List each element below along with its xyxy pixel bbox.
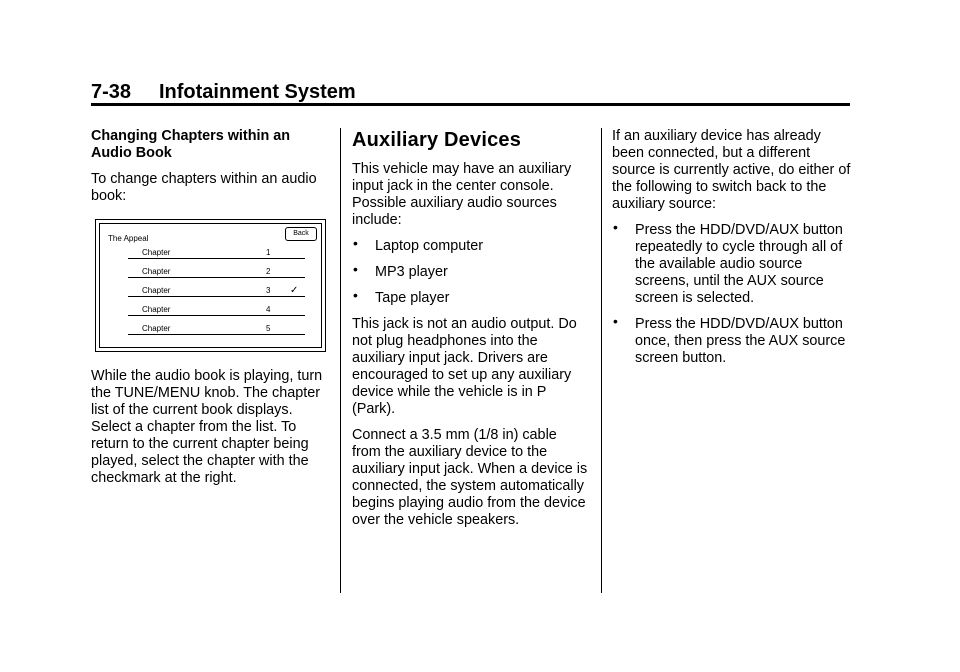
chapter-label: Chapter bbox=[142, 305, 171, 314]
list-item-text: Press the HDD/DVD/AUX button once, then press the AUX source screen button. bbox=[635, 316, 846, 366]
chapter-row bbox=[128, 284, 313, 297]
chapter-number: 3 bbox=[266, 286, 271, 295]
bullet-icon: • bbox=[613, 219, 618, 235]
chapter-title: Infotainment System bbox=[159, 81, 356, 103]
page-header bbox=[91, 80, 850, 104]
checkmark-icon: ✓ bbox=[290, 285, 299, 296]
bullet-list bbox=[352, 235, 588, 307]
chapter-row bbox=[128, 246, 313, 259]
bullet-icon: • bbox=[613, 313, 618, 329]
body-text: While the audio book is playing, turn the TUNE/MENU knob. The chapter list of the current book displays. Select a chapter from the list. To return to the current chapter being played, select the chapter with the checkmark at the right. bbox=[91, 368, 323, 486]
list-item bbox=[352, 235, 588, 255]
body-text: This jack is not an audio output. Do not plug headphones into the auxiliary input jack. Drivers are encouraged to set up any auxiliary device while the vehicle is in P (Park). bbox=[352, 316, 577, 417]
screen-frame bbox=[99, 223, 322, 348]
chapter-number: 2 bbox=[266, 267, 271, 276]
page-number: 7-38 bbox=[91, 81, 132, 103]
bullet-icon: • bbox=[353, 235, 358, 251]
column-3 bbox=[612, 128, 852, 376]
chapter-screen-illustration bbox=[95, 219, 326, 352]
list-item-text: Laptop computer bbox=[375, 238, 484, 254]
bullet-list bbox=[612, 219, 852, 367]
chapter-number: 1 bbox=[266, 248, 271, 257]
body-text: This vehicle may have an auxiliary input jack in the center console. Possible auxiliary audio sources include: bbox=[352, 161, 572, 228]
chapter-label: Chapter bbox=[142, 267, 171, 276]
intro-text: To change chapters within an audio book: bbox=[91, 171, 317, 204]
chapter-number: 4 bbox=[266, 305, 271, 314]
chapter-number: 5 bbox=[266, 324, 271, 333]
subheading: Changing Chapters within an Audio Book bbox=[91, 128, 291, 161]
body-text: Connect a 3.5 mm (1/8 in) cable from the auxiliary device to the auxiliary input jack. When a device is connected, the system automatically begins playing audio from the device over the vehicle speakers. bbox=[352, 427, 588, 528]
column-2 bbox=[352, 128, 588, 538]
list-item bbox=[352, 261, 588, 281]
chapter-label: Chapter bbox=[142, 324, 171, 333]
column-divider bbox=[601, 128, 602, 593]
back-button: Back bbox=[285, 227, 317, 241]
chapter-row bbox=[128, 265, 313, 278]
body-text: If an auxiliary device has already been connected, but a different source is currently active, do either of the following to switch back to the auxiliary source: bbox=[612, 128, 851, 212]
list-item bbox=[612, 219, 852, 307]
header-rule bbox=[91, 103, 850, 106]
list-item bbox=[352, 287, 588, 307]
column-divider bbox=[340, 128, 341, 593]
screen-title: The Appeal bbox=[108, 234, 149, 243]
chapter-row bbox=[128, 303, 313, 316]
chapter-row bbox=[128, 322, 313, 335]
section-title: Auxiliary Devices bbox=[352, 129, 522, 151]
list-item-text: MP3 player bbox=[375, 264, 448, 280]
chapter-label: Chapter bbox=[142, 286, 171, 295]
bullet-icon: • bbox=[353, 261, 358, 277]
chapter-label: Chapter bbox=[142, 248, 171, 257]
column-1 bbox=[91, 128, 327, 496]
list-item-text: Press the HDD/DVD/AUX button repeatedly to cycle through all of the available audio source screens, until the AUX source screen is selected. bbox=[635, 222, 843, 306]
bullet-icon: • bbox=[353, 287, 358, 303]
list-item bbox=[612, 313, 852, 367]
list-item-text: Tape player bbox=[375, 290, 450, 306]
